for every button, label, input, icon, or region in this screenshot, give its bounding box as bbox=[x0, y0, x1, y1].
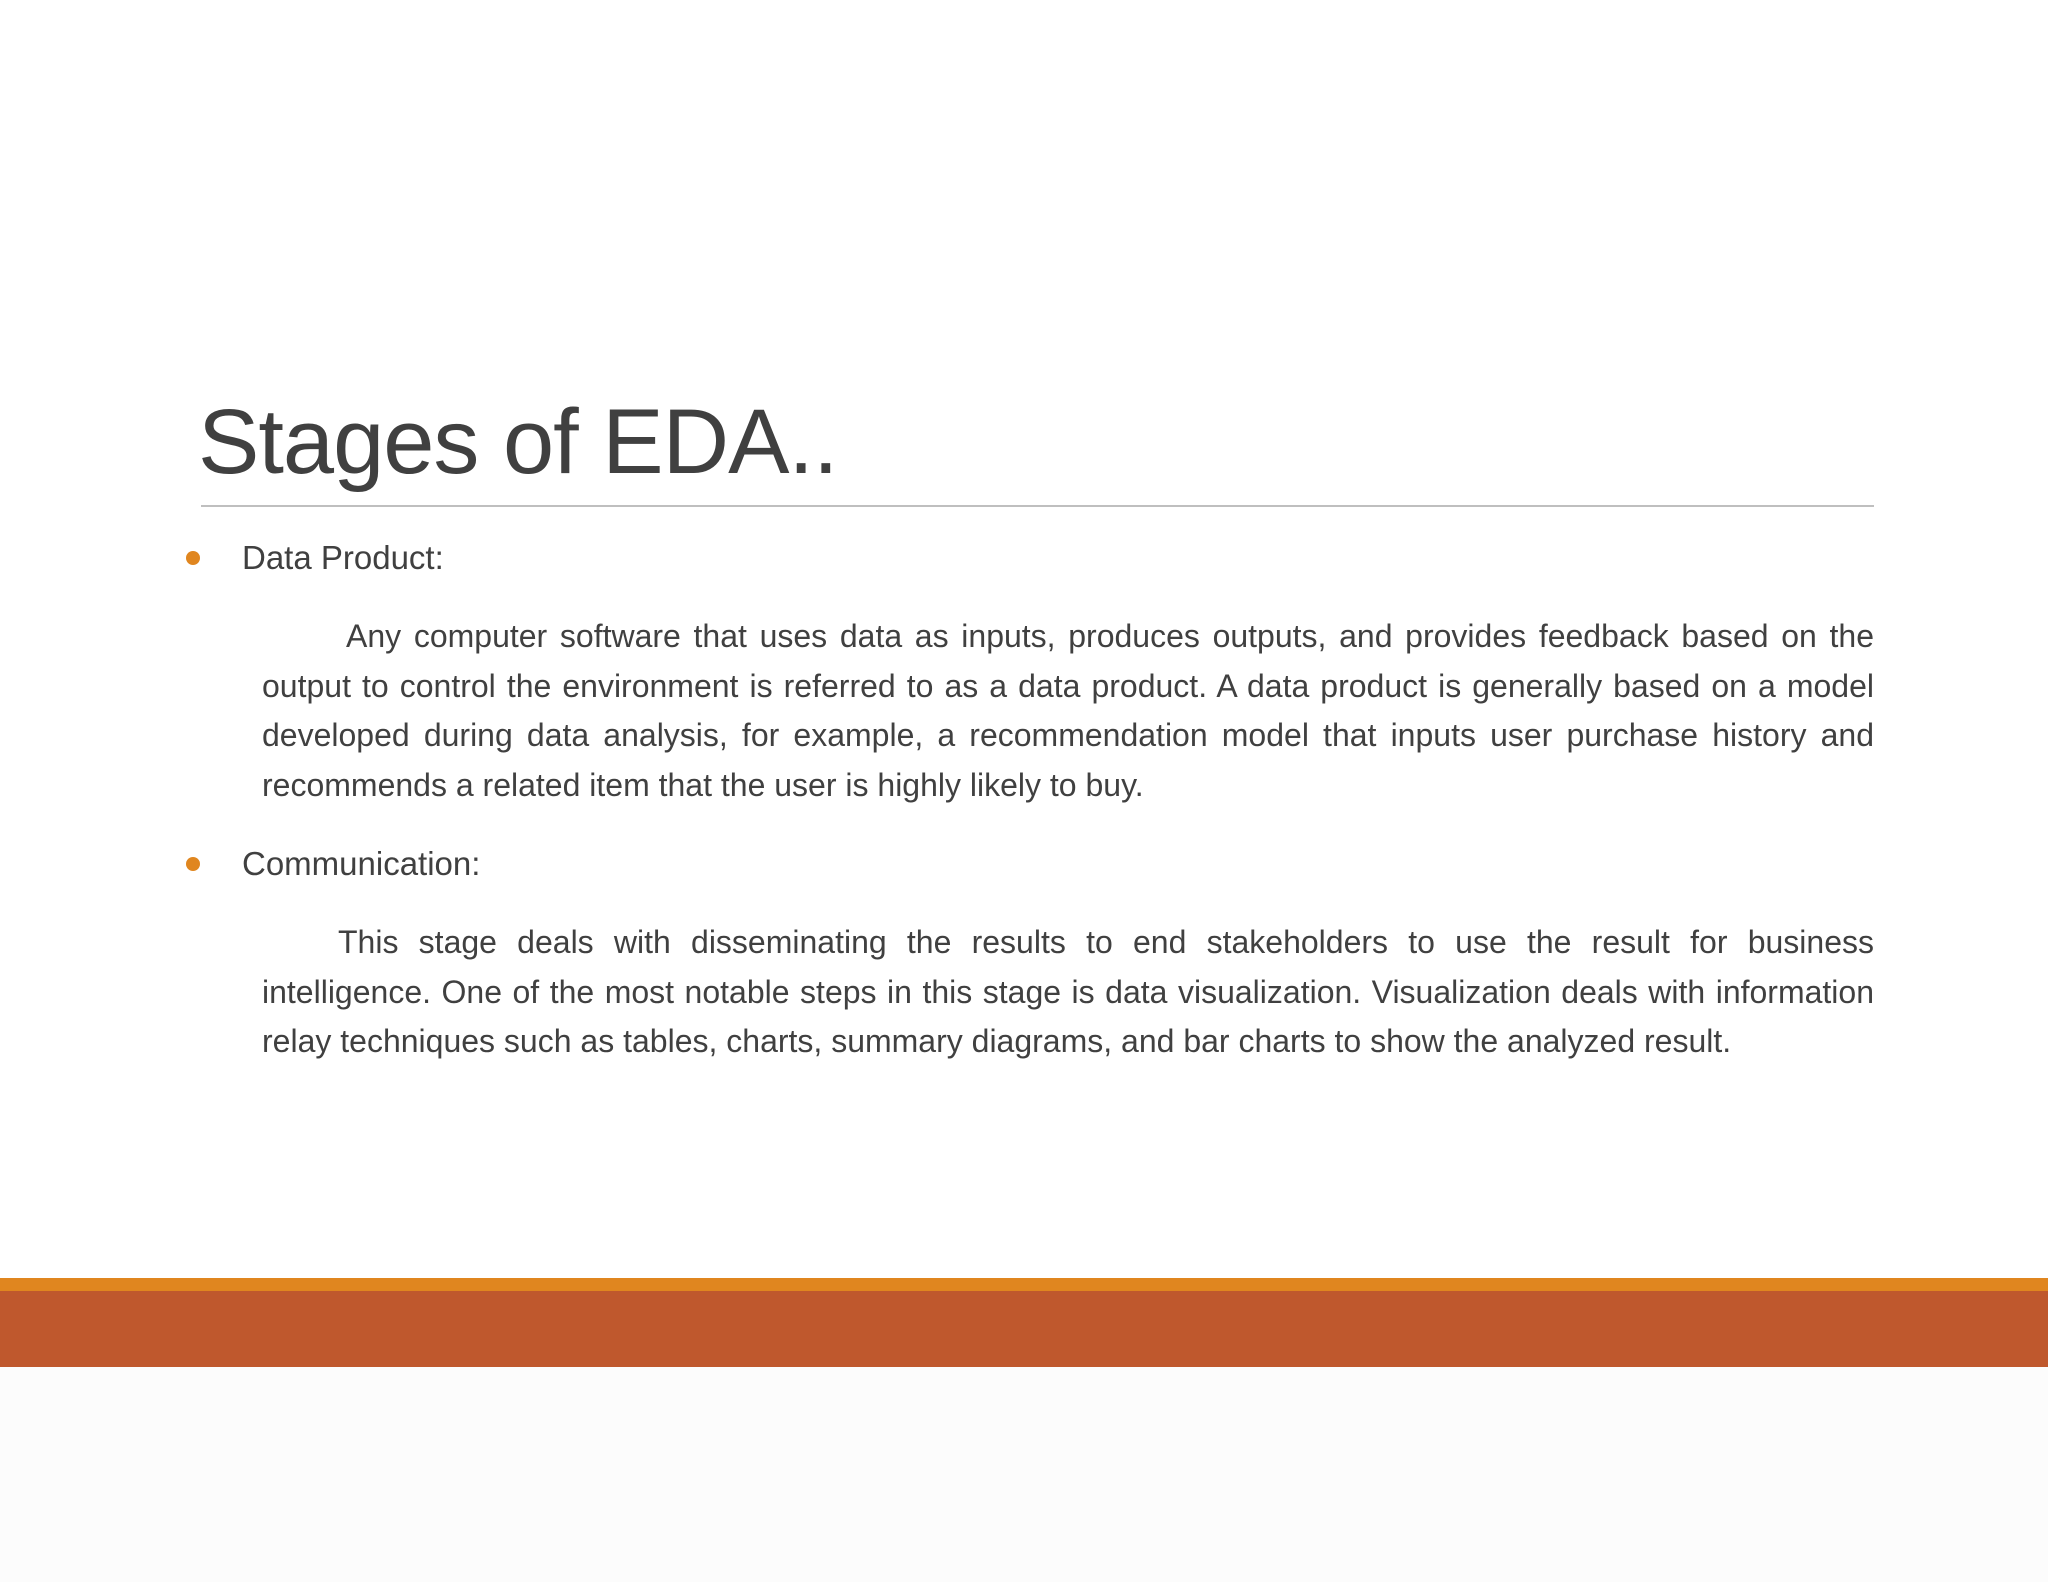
title-divider bbox=[201, 505, 1874, 507]
bullet-heading: Data Product: bbox=[242, 539, 444, 576]
bullet-heading: Communication: bbox=[242, 845, 481, 882]
data-product-description: Any computer software that uses data as inputs, produces outputs, and provides feedback based on the output to control the environment is referred to as a data product. A data product is generally based on a model developed during data analysis, for example, a recommendation model that inputs user purchase history and recommends a related item that the user is highly likely to buy. bbox=[262, 618, 1874, 803]
bullet-dot-icon bbox=[186, 857, 200, 871]
bullet-item-data-product bbox=[186, 536, 444, 580]
bullet-dot-icon bbox=[186, 551, 200, 565]
slide-title: Stages of EDA.. bbox=[198, 391, 838, 493]
footer-area bbox=[0, 1367, 2048, 1582]
bullet-item-communication bbox=[186, 842, 480, 886]
footer-band bbox=[0, 1291, 2048, 1367]
communication-description: This stage deals with disseminating the results to end stakeholders to use the result for business intelligence. One of the most notable steps in this stage is data visualization. Visualization deals with information relay techniques such as tables, charts, summary diagrams, and bar charts to show the analyzed result. bbox=[262, 924, 1874, 1059]
footer-accent-stripe bbox=[0, 1278, 2048, 1291]
